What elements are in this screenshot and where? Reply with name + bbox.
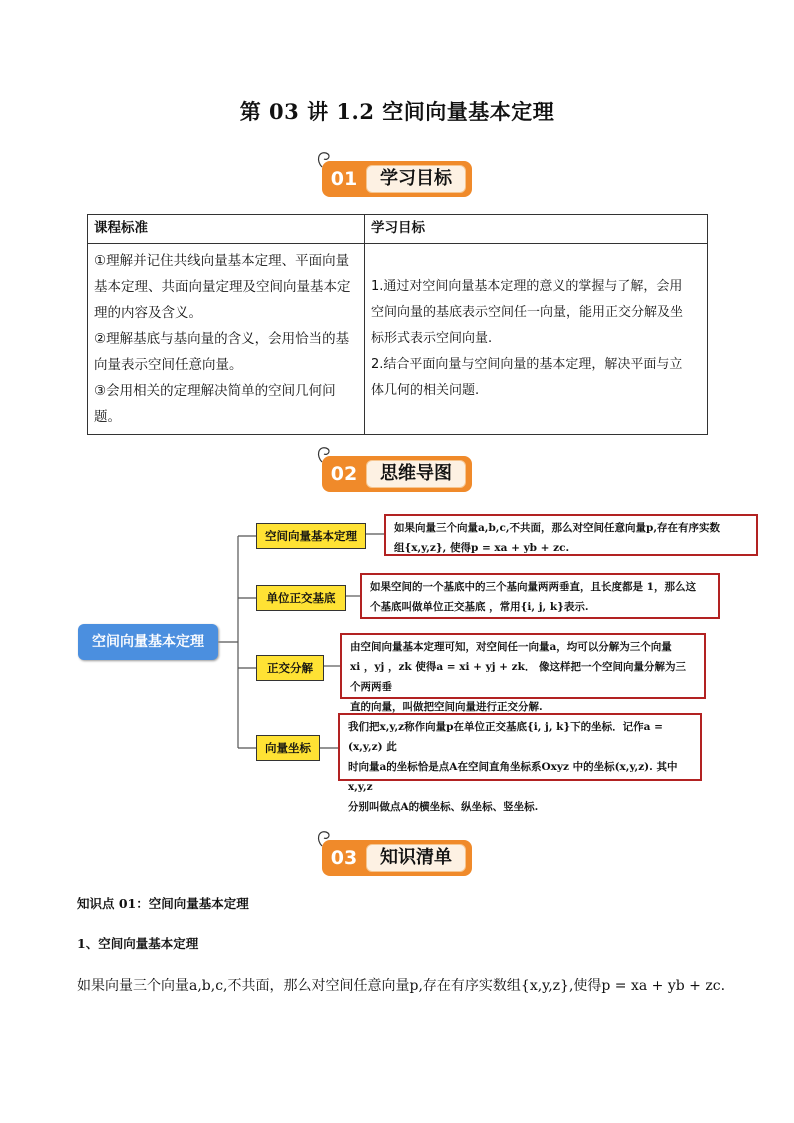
mindmap-desc-orthogonal-decomposition — [340, 633, 706, 713]
desc-line: 直的向量，叫做把空间向量进行正交分解. — [350, 701, 543, 713]
standard-line: ③会用相关的定理解决简单的空间几何问 — [94, 383, 336, 399]
desc-line: 分别叫做点A的横坐标、纵坐标、竖坐标. — [348, 801, 539, 813]
desc-line: 时向量a的坐标恰是点A在空间直角坐标系Oxyz 中的坐标(x,y,z). 其中x,y,z — [348, 761, 678, 793]
goal-line: 空间向量的基底表示空间任一向量，能用正交分解及坐 — [371, 305, 684, 320]
page-title: 第 03 讲 1.2 空间向量基本定理 — [239, 99, 555, 124]
desc-line: 组{x,y,z}, 使得p = xa + yb + zc. — [394, 542, 570, 554]
goal-line: 标形式表示空间向量. — [371, 331, 493, 346]
section-label: 思维导图 — [366, 460, 466, 488]
goal-line: 2.结合平面向量与空间向量的基本定理，解决平面与立 — [371, 357, 683, 372]
mindmap-desc-basic-theorem — [384, 514, 758, 556]
desc-line: 由空间向量基本定理可知，对空间任一向量a，均可以分解为三个向量 — [350, 641, 672, 653]
knowledge-point-title: 知识点 01：空间向量基本定理 — [77, 896, 249, 911]
mindmap-node-orthonormal-basis: 单位正交基底 — [256, 585, 346, 611]
goal-line: 1.通过对空间向量基本定理的意义的掌握与了解，会用 — [371, 279, 683, 294]
section-badge-03 — [322, 840, 472, 876]
desc-line: xi ，yj ，zk 使得a = xi + yj + zk． 像这样把一个空间向量分解为三个两两垂 — [350, 661, 687, 693]
mindmap-node-orthogonal-decomposition: 正交分解 — [256, 655, 324, 681]
section-label: 学习目标 — [366, 165, 466, 193]
standard-line: 理的内容及含义。 — [94, 305, 202, 321]
section-number: 03 — [330, 847, 358, 869]
standard-line: 基本定理、共面向量定理及空间向量基本定 — [94, 279, 351, 295]
section-number: 02 — [330, 463, 358, 485]
desc-line: 个基底叫做单位正交基底 ，常用{i, j, k}表示. — [370, 601, 589, 613]
table-header-goal: 学习目标 — [365, 215, 708, 244]
desc-line: 如果向量三个向量a,b,c,不共面，那么对空间任意向量p,存在有序实数 — [394, 522, 721, 534]
standard-line: ①理解并记住共线向量基本定理、平面向量 — [94, 253, 350, 269]
table-header-standard: 课程标准 — [88, 215, 365, 244]
knowledge-subtitle: 1、空间向量基本定理 — [77, 936, 199, 951]
mindmap-node-basic-theorem: 空间向量基本定理 — [256, 523, 366, 549]
desc-line: 如果空间的一个基底中的三个基向量两两垂直，且长度都是 1，那么这 — [370, 581, 696, 593]
section-number: 01 — [330, 168, 358, 190]
mindmap-root: 空间向量基本定理 — [78, 624, 218, 660]
standard-line: 题。 — [94, 409, 121, 425]
section-label: 知识清单 — [366, 844, 466, 872]
standard-line: ②理解基底与基向量的含义，会用恰当的基 — [94, 331, 350, 347]
mindmap-node-vector-coordinates: 向量坐标 — [256, 735, 320, 761]
mindmap-desc-vector-coordinates — [338, 713, 702, 813]
standard-line: 向量表示空间任意向量。 — [94, 357, 243, 373]
mindmap-desc-orthonormal-basis — [360, 573, 720, 619]
knowledge-body: 如果向量三个向量a,b,c,不共面，那么对空间任意向量p,存在有序实数组{x,y,z},使得p = xa + yb + zc. — [77, 978, 726, 994]
desc-line: 我们把x,y,z称作向量p在单位正交基底{i, j, k}下的坐标．记作a = (x,y,z) 此 — [348, 721, 663, 753]
goal-line: 体几何的相关问题. — [371, 383, 480, 398]
